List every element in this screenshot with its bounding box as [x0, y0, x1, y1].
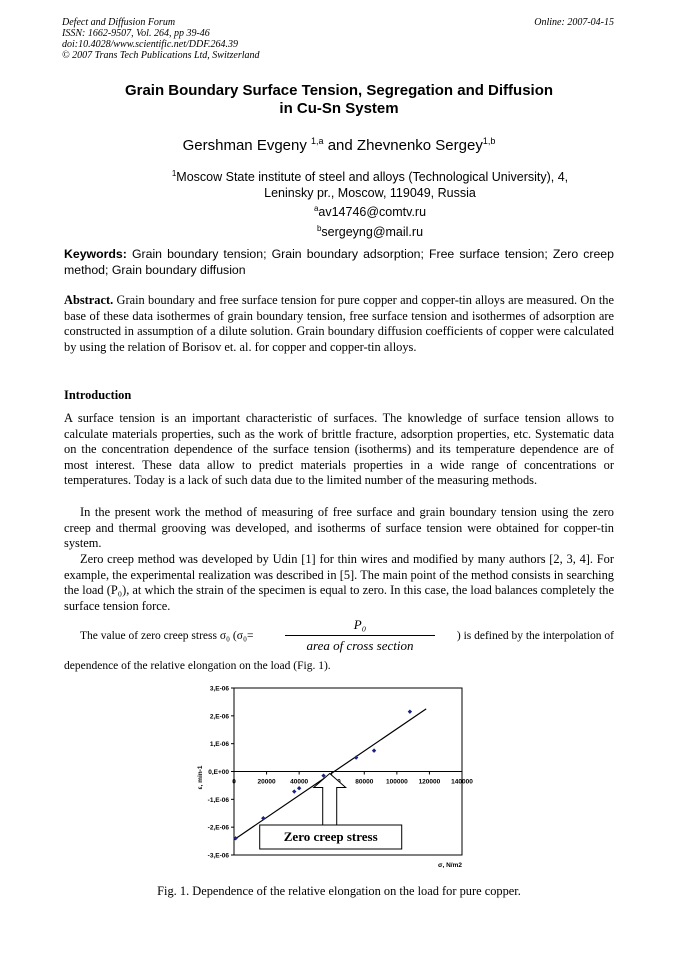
abstract-label: Abstract. — [64, 293, 114, 307]
y-tick-label: 3,E-06 — [209, 685, 229, 693]
email-a: av14746@comtv.ru — [318, 205, 427, 220]
figure-caption: Fig. 1. Dependence of the relative elongation on the load for pure copper. — [157, 884, 521, 898]
journal-header — [62, 17, 260, 61]
y-axis-label: ε, min-1 — [197, 765, 204, 790]
keywords-label: Keywords: — [64, 247, 127, 261]
abstract — [64, 293, 614, 355]
annotation-arrow — [314, 774, 346, 826]
keywords — [64, 246, 614, 278]
figure-1-chart — [190, 682, 490, 872]
x-tick-label: 0 — [232, 778, 236, 786]
intro-paragraph-3: Zero creep method was developed by Udin [1] for thin wires and modified by many authors [2, 3, 4]. For example, the experimental realization was described in [5]. The main point of the method consists in searching the load (P₀), at which the strain of the specimen is equal to zero. In this case, the load balances completely the surface tension force. — [64, 552, 614, 613]
section-heading-introduction: Introduction — [64, 388, 132, 402]
affil-line-2: Leninsky pr., Moscow, 119049, Russia — [264, 185, 476, 200]
formula-numerator: P₀ — [353, 617, 367, 632]
intro-paragraph-2: In the present work the method of measuring of free surface and grain boundary tension using the zero creep and thermal grooving was developed, and isotherms of surface tension were obtained for copper-tin system. — [64, 505, 614, 551]
data-point — [261, 816, 265, 820]
affil-sup-1: 1 — [171, 169, 177, 178]
formula-continuation: dependence of the relative elongation on the load (Fig. 1). — [64, 660, 331, 672]
author-list — [64, 132, 614, 155]
copyright: © 2007 Trans Tech Publications Ltd, Switzerland — [62, 50, 260, 61]
y-tick-label: -2,E-06 — [207, 824, 229, 832]
x-tick-label: 140000 — [451, 778, 473, 786]
online-date: Online: 2007-04-15 — [534, 17, 614, 28]
intro-paragraph-1: A surface tension is an important characteristic of surfaces. The knowledge of surface tension allows to calculate materials properties, such as the work of brittle fracture, adsorption properties, etc. Systematic data on the concentration dependence of the surface tension (isotherms) and its temperature dependence are of most interest. These data allow to predict materials properties in a wide range of concentrations or temperatures. Today is a lack of such data due to the limited number of the measuring methods. — [64, 411, 614, 488]
y-tick-label: 1,E-06 — [209, 741, 229, 749]
title-line-1: Grain Boundary Surface Tension, Segregation and Diffusion — [124, 82, 554, 99]
affil-sup-b: b — [316, 223, 322, 233]
paper-title — [64, 82, 614, 118]
formula-tail: ) is defined by the interpolation of — [456, 630, 614, 642]
journal-name: Defect and Diffusion Forum — [62, 17, 176, 28]
x-tick-label: 120000 — [418, 778, 441, 786]
author-1-sup: 1,a — [311, 136, 324, 146]
data-point — [372, 748, 376, 752]
abstract-text: Grain boundary and free surface tension for pure copper and copper-tin alloys are measured. On the base of these data isothermes of grain boundary tension, free surface tension and isothermes of adsorption are constructed in assumption of a dilute solution. Grain boundary diffusion coefficients of copper were calculated by using the relation of Borisov et. al. for copper and copper-tin alloys. — [64, 293, 614, 354]
affiliation — [150, 166, 590, 240]
annotation-label: Zero creep stress — [283, 829, 378, 844]
keywords-text: Grain boundary tension; Grain boundary adsorption; Free surface tension; Zero creep method; Grain boundary diffusion — [64, 247, 614, 277]
y-tick-label: -1,E-06 — [207, 796, 229, 804]
author-1: Gershman Evgeny — [182, 137, 312, 154]
affil-sup-a: a — [313, 204, 319, 214]
formula-denominator: area of cross section — [306, 638, 414, 653]
data-point — [297, 786, 301, 790]
email-b: sergeyng@mail.ru — [321, 224, 424, 239]
doi: doi:10.4028/www.scientific.net/DDF.264.39 — [62, 39, 239, 50]
formula-fraction — [285, 617, 435, 654]
formula-line — [64, 617, 614, 657]
y-tick-label: 2,E-06 — [209, 713, 229, 721]
title-line-2: in Cu-Sn System — [279, 100, 399, 117]
y-tick-label: -3,E-06 — [207, 852, 229, 860]
x-tick-label: 20000 — [257, 778, 276, 786]
x-axis-label: σ, N/m2 — [438, 862, 462, 869]
affil-line-1: Moscow State institute of steel and alloys (Technological University), 4, — [176, 170, 569, 185]
data-point — [408, 709, 412, 713]
data-point — [292, 789, 296, 793]
author-2: Zhevnenko Sergey — [356, 137, 483, 154]
fraction-bar — [285, 635, 435, 636]
y-tick-label: 0,E+00 — [208, 769, 229, 776]
x-tick-label: 40000 — [290, 778, 309, 786]
formula-lead: The value of zero creep stress σ₀ (σ₀= — [80, 630, 254, 642]
x-tick-label: 80000 — [355, 778, 374, 786]
author-2-sup: 1,b — [482, 136, 496, 146]
x-tick-label: 100000 — [386, 778, 408, 786]
issn: ISSN: 1662-9507, Vol. 264, pp 39-46 — [62, 28, 210, 39]
author-and: and — [323, 137, 357, 154]
